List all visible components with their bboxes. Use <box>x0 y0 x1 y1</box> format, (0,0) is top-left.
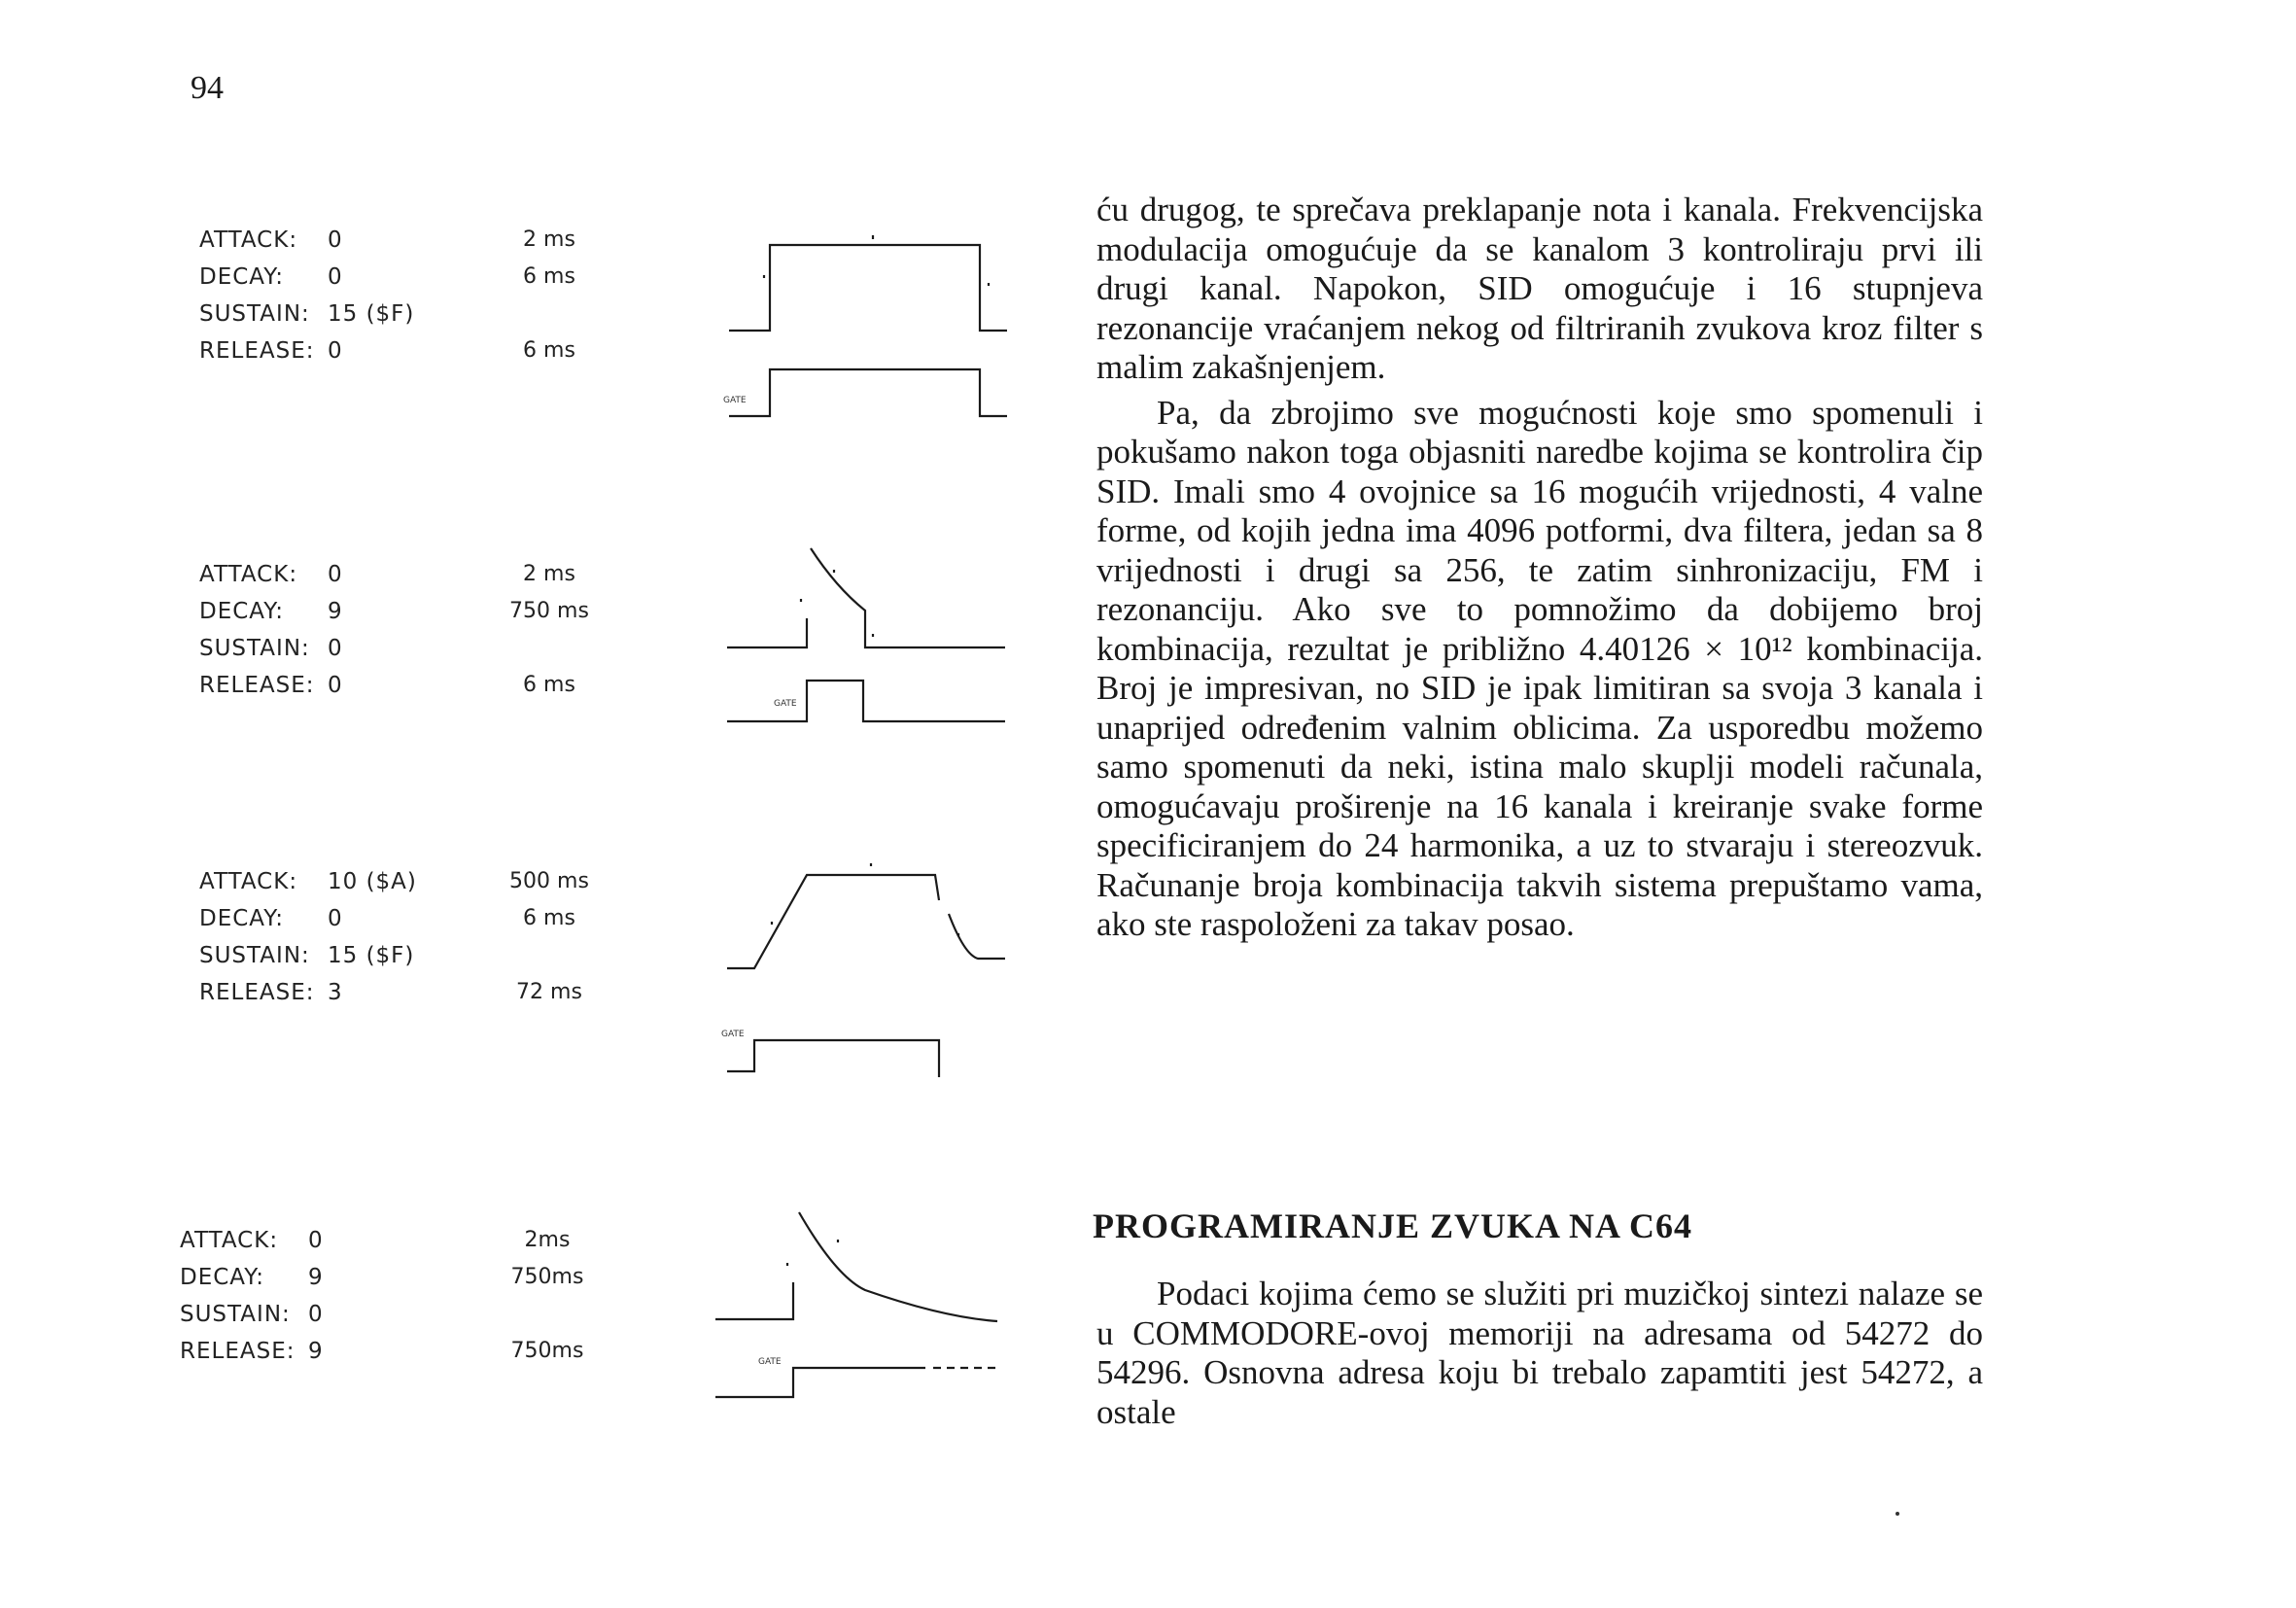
envelope-block-4 <box>0 1222 1030 1455</box>
paragraph-3: Podaci kojima ćemo se služiti pri muzičkoj sintezi nalaze se u COMMODORE-ovoj memoriji na adresama od 54272 do 54296. Osnovna adresa koju bi trebalo zapamtiti jest 54272, a ostale <box>1096 1275 1983 1431</box>
param-label: SUSTAIN: <box>180 1302 291 1327</box>
time-value: 6 ms <box>523 906 575 930</box>
gate-signal <box>727 681 1005 721</box>
param-value: 0 <box>308 1302 324 1327</box>
envelope-diagram <box>710 1183 1021 1426</box>
param-value: 0 <box>328 264 343 290</box>
time-value: 2 ms <box>523 227 575 252</box>
time-value: 6 ms <box>523 338 575 363</box>
param-value: 0 <box>328 673 343 698</box>
envelope-block-2 <box>0 556 1030 789</box>
gate-signal <box>727 1040 1005 1077</box>
param-value: 10 ($A) <box>328 869 417 894</box>
envelope-params <box>180 1222 386 1370</box>
param-value: 15 ($F) <box>328 301 415 327</box>
time-value: 72 ms <box>516 980 582 1004</box>
param-value: 9 <box>308 1339 324 1364</box>
param-label: SUSTAIN: <box>199 301 310 327</box>
body-text-column <box>1096 191 1983 945</box>
gate-label: GATE <box>723 396 747 405</box>
paragraph-2: Pa, da zbrojimo sve mogućnosti koje smo spomenuli i pokušamo nakon toga objasniti naredbe kojima se kontrolira čip SID. Imali smo 4 ovojnice sa 16 mogućih vrijednosti, 4 valne forme, od kojih jedna ima 4096 potformi, dva filtera, jedan sa 8 vrijednosti i drugi sa 256, te zatim sinhronizaciju, FM i rezonanciju. Ako sve to pomnožimo da dobijemo broj kombinacija, rezultat je približno 4.40126 × 10¹² kombinacija. Broj je impresivan, no SID je ipak limitiran sa svoja 3 kanala i unaprijed određenim valnim oblicima. Za usporedbu možemo samo spomenuti da neki, istina malo skuplji modeli računala, omogućavaju proširenje na 16 kanala i kreiranje svake forme specificiranjem do 24 harmonika, a uz to stvaraju i stereozvuk. Računanje broja kombinacija takvih sistema prepuštamo vama, ako ste raspoloženi za takav posao. <box>1096 393 1983 943</box>
param-label: DECAY: <box>199 599 284 624</box>
envelope-times <box>496 556 603 704</box>
envelope-params <box>199 556 405 704</box>
envelope-block-1 <box>0 222 1030 455</box>
param-label: RELEASE: <box>199 338 315 364</box>
time-value: 6 ms <box>523 264 575 289</box>
envelope-diagram <box>710 517 1021 760</box>
gate-label: GATE <box>758 1357 782 1367</box>
param-label: ATTACK: <box>199 227 298 253</box>
gate-signal <box>715 1368 925 1397</box>
param-value: 9 <box>328 599 343 624</box>
param-value: 0 <box>328 636 343 661</box>
time-value: 2ms <box>524 1228 571 1252</box>
print-speck <box>1896 1512 1899 1516</box>
envelope-diagram <box>710 824 1021 1077</box>
param-label: DECAY: <box>199 906 284 931</box>
time-value <box>496 937 603 974</box>
param-value: 0 <box>328 562 343 587</box>
time-value <box>496 296 603 332</box>
envelope-curve <box>715 1212 997 1321</box>
envelope-curve <box>727 875 1005 968</box>
param-value: 9 <box>308 1265 324 1290</box>
param-label: SUSTAIN: <box>199 943 310 968</box>
param-value: 0 <box>328 338 343 364</box>
param-label: RELEASE: <box>180 1339 296 1364</box>
time-value: 500 ms <box>509 869 589 893</box>
param-value: 15 ($F) <box>328 943 415 968</box>
time-value: 750 ms <box>509 599 589 623</box>
time-value: 2 ms <box>523 562 575 586</box>
param-label: DECAY: <box>180 1265 264 1290</box>
param-label: RELEASE: <box>199 980 315 1005</box>
envelope-times <box>496 222 603 369</box>
envelope-times <box>496 863 603 1011</box>
paragraph-1: ću drugog, te sprečava preklapanje nota i kanala. Frekvencijska modulacija omogućuje da se kanalom 3 kontroliraju prvi ili drugi kanal. Napokon, SID omogućuje i 16 stupnjeva rezonancije vraćanjem nekog od filtriranih zvukova kroz filter s malim zakašnjenjem. <box>1096 191 1983 386</box>
time-value <box>494 1296 601 1333</box>
param-value: 0 <box>328 227 343 253</box>
time-value: 750ms <box>510 1265 584 1289</box>
param-value: 3 <box>328 980 343 1005</box>
param-value: 0 <box>328 906 343 931</box>
section-heading: PROGRAMIRANJE ZVUKA NA C64 <box>1093 1206 1693 1245</box>
envelope-params <box>199 863 417 1011</box>
envelope-curve <box>727 548 1005 647</box>
gate-signal <box>729 369 1007 416</box>
param-label: ATTACK: <box>199 562 298 587</box>
time-value: 6 ms <box>523 673 575 697</box>
gate-label: GATE <box>774 699 797 709</box>
param-label: SUSTAIN: <box>199 636 310 661</box>
param-label: DECAY: <box>199 264 284 290</box>
param-value: 0 <box>308 1228 324 1253</box>
param-label: RELEASE: <box>199 673 315 698</box>
param-label: ATTACK: <box>199 869 298 894</box>
envelope-params <box>199 222 415 369</box>
envelope-times <box>494 1222 601 1370</box>
gate-label: GATE <box>721 1030 745 1039</box>
envelope-block-3 <box>0 863 1030 1097</box>
envelope-diagram <box>710 183 1021 426</box>
body-text-column-2 <box>1096 1269 1983 1432</box>
envelope-curve <box>729 245 1007 331</box>
time-value <box>496 630 603 667</box>
time-value: 750ms <box>510 1339 584 1363</box>
page-number: 94 <box>191 70 224 106</box>
param-label: ATTACK: <box>180 1228 279 1253</box>
